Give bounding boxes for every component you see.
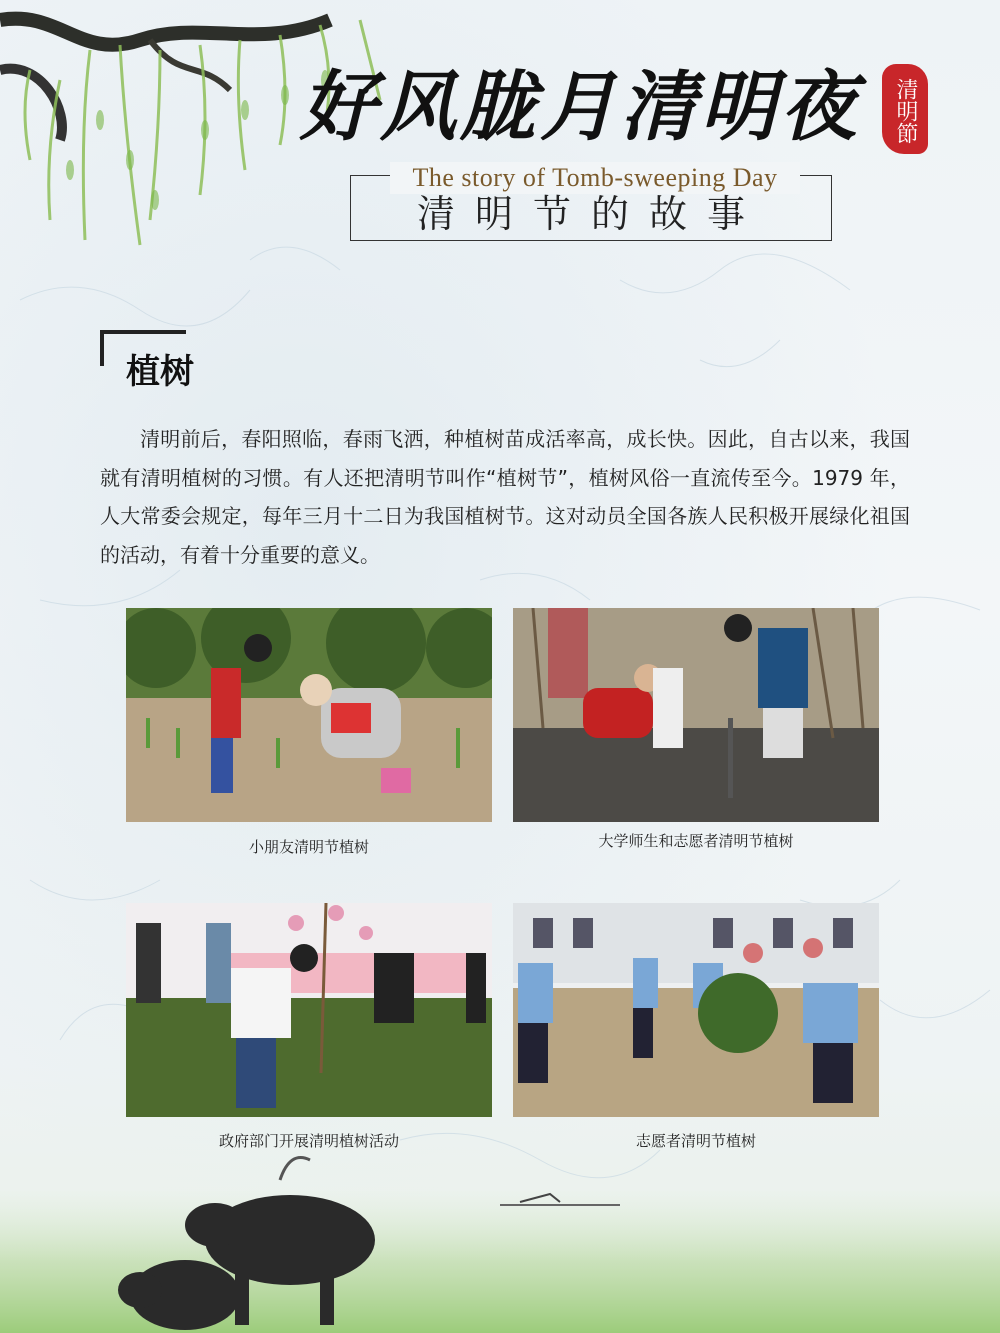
photo-caption-4: 志愿者清明节植树	[635, 1132, 756, 1150]
page-title: 好风胧月清明夜	[300, 62, 860, 151]
volunteers-planting-photo	[513, 608, 879, 822]
qingming-seal: 清明節	[882, 64, 928, 154]
subtitle-english: The story of Tomb-sweeping Day	[390, 162, 800, 194]
ink-landscape-decoration	[0, 1130, 1000, 1333]
photo-caption-2: 大学师生和志愿者清明节植树	[598, 832, 794, 850]
section-heading: 植树	[126, 352, 194, 392]
section-paragraph: 清明前后，春阳照临，春雨飞洒，种植树苗成活率高，成长快。因此，自古以来，我国就有清明植树的习惯。有人还把清明节叫作“植树节”，植树风俗一直流传至今。1979 年，人大常委会规定，每年三月十二日为我国植树节。这对动员全国各族人民积极开展绿化祖国的活动，有着十分重要的意义。	[100, 427, 910, 567]
government-planting-photo	[126, 903, 492, 1117]
photo-caption-1: 小朋友清明节植树	[248, 838, 369, 856]
uniformed-volunteers-photo	[513, 903, 879, 1117]
children-planting-photo	[126, 608, 492, 822]
subtitle-chinese: 清明节的故事	[416, 192, 765, 236]
photo-caption-3: 政府部门开展清明植树活动	[218, 1132, 399, 1150]
